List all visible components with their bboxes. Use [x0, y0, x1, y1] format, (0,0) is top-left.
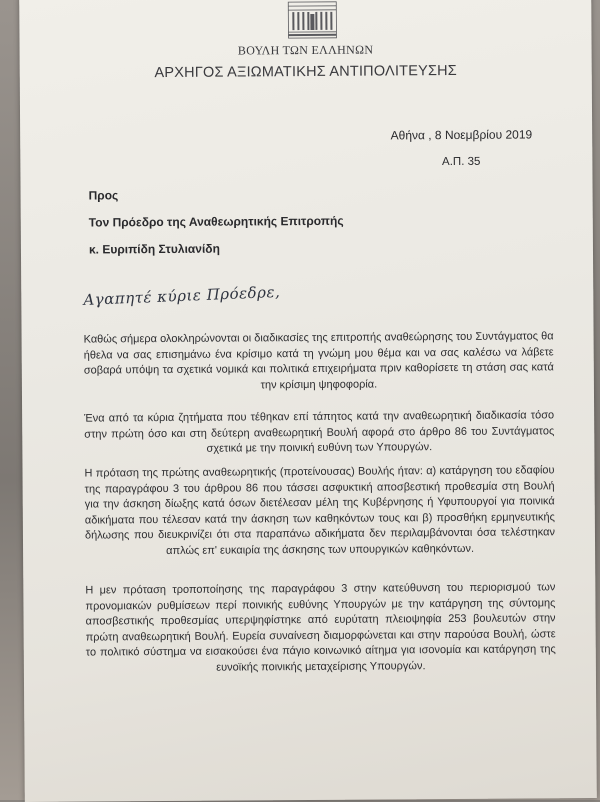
recipient-title: Τον Πρόεδρο της Αναθεωρητικής Επιτροπής — [89, 214, 344, 230]
letterhead-office: ΑΡΧΗΓΟΣ ΑΞΙΩΜΑΤΙΚΗΣ ΑΝΤΙΠΟΛΙΤΕΥΣΗΣ — [20, 62, 592, 82]
recipient-to: Προς — [89, 188, 119, 202]
dateline: Αθήνα , 8 Νοεμβρίου 2019 — [391, 127, 533, 142]
reference-number: Α.Π. 35 — [442, 156, 480, 168]
handwritten-salutation: Αγαπητέ κύριε Πρόεδρε, — [83, 283, 281, 309]
body-paragraph: Η πρόταση της πρώτης αναθεωρητικής (προτείνουσας) Βουλής ήταν: α) κατάργηση του εδαφίου της παραγράφου 3 του άρθρου 86 που τάσσει ασφυκτική αποσβεστική προθεσμία στη Βουλή για την άσκηση δίωξης κατά όσων διετέλεσαν μέλη της Κυβέρνησης ή Υφυπουργοί για ποινικά αδικήματα που τέλεσαν κατά την άσκηση των καθηκόντων τους και β) προσθήκη ερμηνευτικής δήλωσης που διευκρινίζει ότι στα παραπάνω αδικήματα δεν περιλαμβάνονται όσα τελέστηκαν απλώς επ' ευκαιρία της άσκησης των υπουργικών καθηκόντων. — [84, 463, 555, 559]
parliament-building-emblem — [284, 0, 340, 42]
body-paragraph: Καθώς σήμερα ολοκληρώνονται οι διαδικασίες της επιτροπής αναθεώρησης του Συντάγματος θα ήθελα να σας επισημάνω ένα κρίσιμο κατά τη γνώμη μου θέμα και να σας καλέσω να λάβετε σοβαρά υπόψη τα σχετικά νομικά και πολιτικά επιχειρήματα πριν καθορίσετε τη στάση σας κατά την κρίσιμη ψηφοφορία. — [84, 329, 554, 394]
body-paragraph: Η μεν πρόταση τροποποίησης της παραγράφου 3 στην κατεύθυνση του περιορισμού των προνομιακών ρυθμίσεων περί ποινικής ευθύνης Υπουργών με την κατάργηση της σύντομης αποσβεστικής προθεσμίας υπερψηφίστηκε από ευρύτατη πλειοψηφία 253 βουλευτών στην πρώτη αναθεωρητική Βουλή. Ευρεία συναίνεση διαμορφώνεται και στην παρούσα Βουλή, ώστε το πολιτικό σύστημα να εισακούσει ένα πάγιο κοινωνικό αίτημα για ισονομία και κατάργηση της ευνοϊκής ποινικής μεταχείρισης Υπουργών. — [85, 580, 556, 676]
body-paragraph: Ένα από τα κύρια ζητήματα που τέθηκαν επί τάπητος κατά την αναθεωρητική διαδικασία τόσο στην πρώτη όσο και στη δεύτερη αναθεωρητική Βουλή αφορά στο άρθρο 86 του Συντάγματος σχετικά με την ποινική ευθύνη των Υπουργών. — [84, 408, 554, 458]
letter-page — [19, 0, 597, 802]
letterhead-organization: ΒΟΥΛΗ ΤΩΝ ΕΛΛΗΝΩΝ — [20, 41, 592, 60]
recipient-name: κ. Ευριπίδη Στυλιανίδη — [89, 242, 220, 257]
